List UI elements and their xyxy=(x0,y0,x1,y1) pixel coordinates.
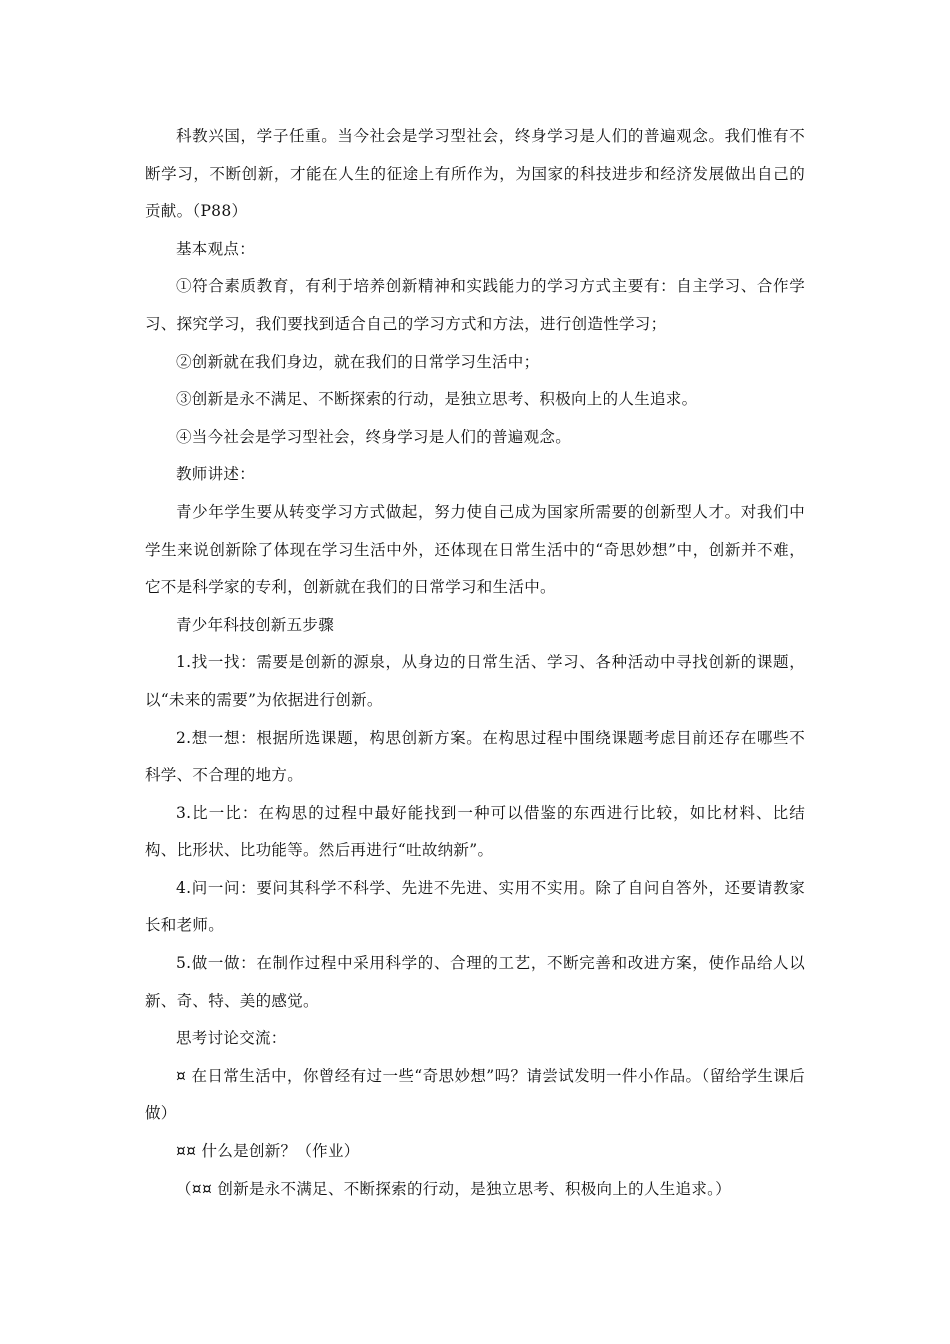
paragraph-intro: 科教兴国，学子任重。当今社会是学习型社会，终身学习是人们的普遍观念。我们惟有不断学习，不断创新，才能在人生的征途上有所作为，为国家的科技进步和经济发展做出自己的贡献。（P88） xyxy=(145,127,805,221)
step-1: 1.找一找：需要是创新的源泉，从身边的日常生活、学习、各种活动中寻找创新的课题，以“未来的需要”为依据进行创新。 xyxy=(145,653,805,709)
point-1: ①符合素质教育，有利于培养创新精神和实践能力的学习方式主要有：自主学习、合作学习、探究学习，我们要找到适合自己的学习方式和方法，进行创造性学习； xyxy=(145,277,805,333)
point-3: ③创新是永不满足、不断探索的行动，是独立思考、积极向上的人生追求。 xyxy=(176,390,698,409)
heading-five-steps: 青少年科技创新五步骤 xyxy=(176,615,335,634)
document-body xyxy=(145,118,805,1208)
point-2: ②创新就在我们身边，就在我们的日常学习生活中； xyxy=(176,352,540,371)
discussion-question-2: ¤¤ 什么是创新？（作业） xyxy=(176,1142,360,1161)
discussion-question-1: ¤ 在日常生活中，你曾经有过一些“奇思妙想”吗？请尝试发明一件小作品。（留给学生课后做） xyxy=(145,1066,805,1123)
step-3: 3.比一比：在构思的过程中最好能找到一种可以借鉴的东西进行比较，如比材料、比结构、比形状、比功能等。然后再进行“吐故纳新”。 xyxy=(145,803,805,860)
point-4: ④当今社会是学习型社会，终身学习是人们的普遍观念。 xyxy=(176,427,572,446)
step-2: 2.想一想：根据所选课题，构思创新方案。在构思过程中围绕课题考虑目前还存在哪些不科学、不合理的地方。 xyxy=(145,728,805,785)
discussion-answer-2: （¤¤ 创新是永不满足、不断探索的行动，是独立思考、积极向上的人生追求。） xyxy=(176,1179,732,1198)
step-5: 5.做一做：在制作过程中采用科学的、合理的工艺，不断完善和改进方案，使作品给人以新、奇、特、美的感觉。 xyxy=(145,954,805,1010)
step-4: 4.问一问：要问其科学不科学、先进不先进、实用不实用。除了自问自答外，还要请教家长和老师。 xyxy=(145,878,805,935)
heading-teacher-narration: 教师讲述： xyxy=(176,465,256,484)
heading-basic-views: 基本观点： xyxy=(176,239,256,258)
heading-discussion: 思考讨论交流： xyxy=(176,1029,287,1048)
paragraph-teacher-narration: 青少年学生要从转变学习方式做起，努力使自己成为国家所需要的创新型人才。对我们中学生来说创新除了体现在学习生活中外，还体现在日常生活中的“奇思妙想”中，创新并不难，它不是科学家的专利，创新就在我们的日常学习和生活中。 xyxy=(145,502,805,597)
